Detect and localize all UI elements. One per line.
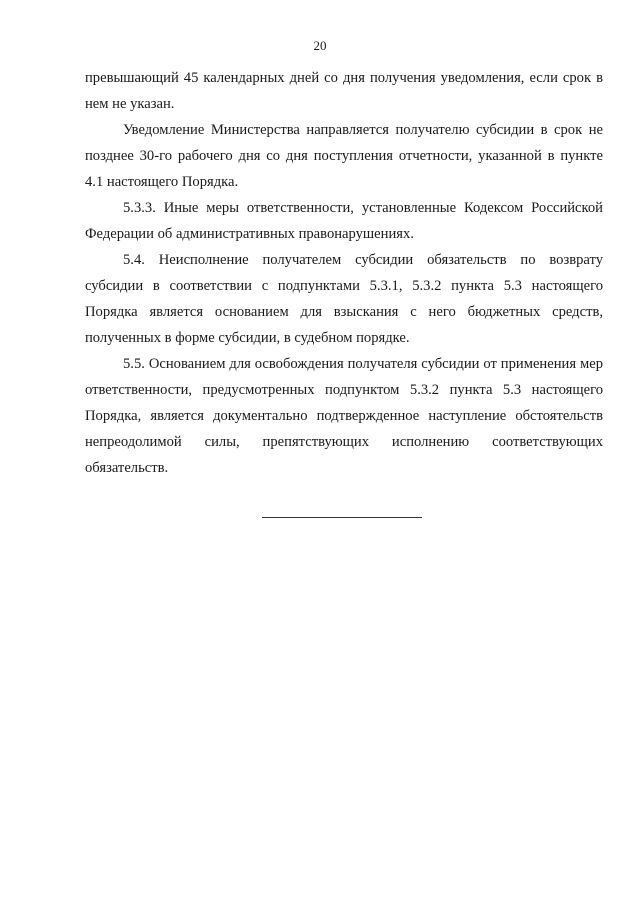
paragraph-5-3-3: 5.3.3. Иные меры ответственности, установленные Кодексом Российской Федерации об административных правонарушениях.	[85, 200, 603, 242]
paragraph-ministry-notice: Уведомление Министерства направляется получателю субсидии в срок не позднее 30-го рабочего дня со дня поступления отчетности, указанной в пункте 4.1 настоящего Порядка.	[85, 122, 603, 190]
paragraph-continuation: превышающий 45 календарных дней со дня получения уведомления, если срок в нем не указан.	[85, 70, 603, 112]
paragraph-5-5: 5.5. Основанием для освобождения получателя субсидии от применения мер ответственности, предусмотренных подпунктом 5.3.2 пункта 5.3 настоящего Порядка, является документально подтвержденное наступление обстоятельств непреодолимой силы, препятствующих исполнению соответствующих обязательств.	[85, 356, 603, 476]
document-body	[85, 65, 603, 481]
paragraph-5-4: 5.4. Неисполнение получателем субсидии обязательств по возврату субсидии в соответствии с подпунктами 5.3.1, 5.3.2 пункта 5.3 настоящего Порядка является основанием для взыскания с него бюджетных средств, полученных в форме субсидии, в судебном порядке.	[85, 252, 603, 346]
page-number: 20	[313, 38, 327, 53]
end-separator-line	[262, 517, 422, 518]
